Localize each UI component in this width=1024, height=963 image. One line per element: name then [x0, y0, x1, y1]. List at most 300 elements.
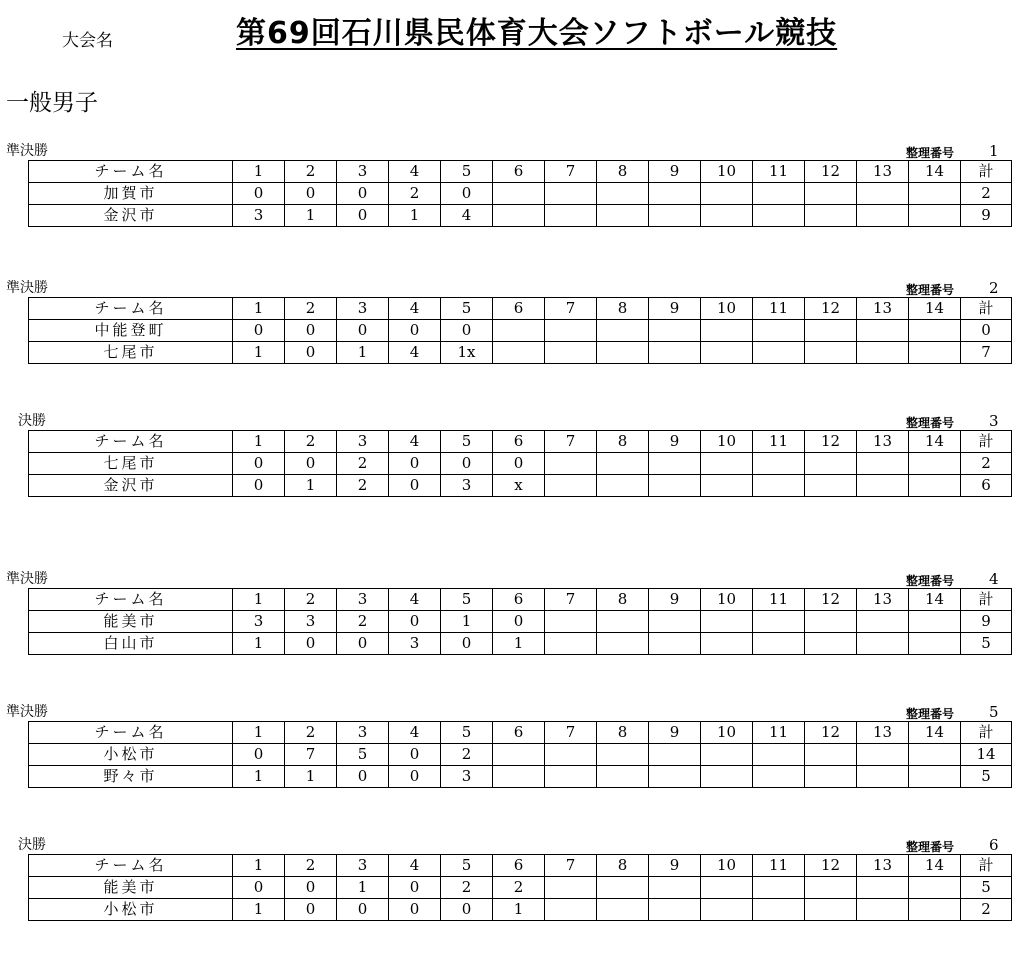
inning-score-cell: [909, 320, 961, 342]
total-score-cell: 6: [961, 475, 1012, 497]
inning-score-cell: [857, 475, 909, 497]
table-row: [29, 877, 1012, 899]
inning-header: 9: [649, 431, 701, 453]
inning-header: 1: [233, 431, 285, 453]
inning-score-cell: 5: [337, 744, 389, 766]
inning-score-cell: [545, 205, 597, 227]
inning-header: 1: [233, 161, 285, 183]
scoreboard-table: [28, 588, 1012, 655]
inning-header: 7: [545, 431, 597, 453]
inning-header: 14: [909, 298, 961, 320]
inning-score-cell: [805, 766, 857, 788]
inning-score-cell: [649, 183, 701, 205]
inning-score-cell: [857, 766, 909, 788]
inning-header: 5: [441, 161, 493, 183]
round-label: 準決勝: [6, 704, 48, 720]
inning-header: 2: [285, 431, 337, 453]
meet-name-label: 大会名: [62, 31, 113, 51]
inning-header: 10: [701, 298, 753, 320]
inning-score-cell: [753, 320, 805, 342]
inning-score-cell: [909, 744, 961, 766]
inning-score-cell: 1: [233, 766, 285, 788]
inning-score-cell: [857, 320, 909, 342]
inning-score-cell: [597, 877, 649, 899]
inning-score-cell: 2: [337, 611, 389, 633]
inning-score-cell: 0: [285, 342, 337, 364]
inning-header: 13: [857, 298, 909, 320]
inning-score-cell: 2: [493, 877, 545, 899]
inning-score-cell: x: [493, 475, 545, 497]
inning-score-cell: 0: [441, 633, 493, 655]
inning-score-cell: [753, 453, 805, 475]
inning-score-cell: [493, 320, 545, 342]
inning-score-cell: [805, 744, 857, 766]
table-row: [29, 320, 1012, 342]
inning-score-cell: [597, 766, 649, 788]
inning-score-cell: [805, 611, 857, 633]
inning-score-cell: [805, 453, 857, 475]
inning-header: 13: [857, 855, 909, 877]
total-score-cell: 5: [961, 633, 1012, 655]
inning-score-cell: 1: [233, 342, 285, 364]
inning-score-cell: [753, 611, 805, 633]
inning-header: 14: [909, 589, 961, 611]
inning-header: 12: [805, 589, 857, 611]
inning-score-cell: [545, 320, 597, 342]
inning-header: 8: [597, 161, 649, 183]
seq-number-label: 整理番号: [906, 283, 955, 297]
inning-score-cell: 3: [441, 766, 493, 788]
total-header: 計: [961, 855, 1012, 877]
header-row: [29, 298, 1012, 320]
total-score-cell: 2: [961, 453, 1012, 475]
inning-header: 8: [597, 722, 649, 744]
total-header: 計: [961, 722, 1012, 744]
team-name-header: チーム名: [29, 722, 233, 744]
game-block: [0, 140, 1024, 224]
inning-header: 9: [649, 589, 701, 611]
inning-score-cell: 0: [441, 320, 493, 342]
inning-header: 10: [701, 431, 753, 453]
seq-number-label: 整理番号: [906, 146, 955, 160]
team-name-cell: 加賀市: [29, 183, 233, 205]
seq-number: 3: [989, 412, 999, 430]
inning-score-cell: 1: [233, 633, 285, 655]
inning-score-cell: [545, 183, 597, 205]
scoreboard-table: [28, 160, 1012, 227]
inning-score-cell: 0: [285, 633, 337, 655]
inning-header: 4: [389, 298, 441, 320]
inning-score-cell: 0: [389, 611, 441, 633]
inning-header: 12: [805, 855, 857, 877]
round-label: 準決勝: [6, 571, 48, 587]
inning-score-cell: [701, 183, 753, 205]
inning-header: 5: [441, 722, 493, 744]
total-header: 計: [961, 431, 1012, 453]
inning-score-cell: 1: [493, 899, 545, 921]
game-block: [0, 701, 1024, 785]
inning-score-cell: [597, 899, 649, 921]
inning-score-cell: [545, 342, 597, 364]
inning-header: 12: [805, 722, 857, 744]
round-label: 決勝: [18, 413, 46, 429]
inning-score-cell: [805, 475, 857, 497]
inning-score-cell: [909, 205, 961, 227]
inning-score-cell: [649, 633, 701, 655]
inning-score-cell: [857, 453, 909, 475]
inning-score-cell: [701, 899, 753, 921]
inning-header: 2: [285, 589, 337, 611]
inning-score-cell: 0: [285, 183, 337, 205]
inning-header: 12: [805, 298, 857, 320]
inning-header: 3: [337, 431, 389, 453]
header-row: [29, 589, 1012, 611]
inning-score-cell: 0: [233, 453, 285, 475]
inning-header: 7: [545, 855, 597, 877]
inning-score-cell: 1x: [441, 342, 493, 364]
scoreboard-table: [28, 721, 1012, 788]
inning-score-cell: 0: [389, 877, 441, 899]
inning-header: 1: [233, 298, 285, 320]
team-name-cell: 小松市: [29, 899, 233, 921]
inning-score-cell: [649, 320, 701, 342]
inning-score-cell: [701, 766, 753, 788]
inning-header: 2: [285, 855, 337, 877]
seq-number-label: 整理番号: [906, 574, 955, 588]
inning-score-cell: 0: [285, 899, 337, 921]
table-row: [29, 453, 1012, 475]
team-name-cell: 七尾市: [29, 453, 233, 475]
inning-score-cell: 2: [389, 183, 441, 205]
total-score-cell: 9: [961, 205, 1012, 227]
inning-header: 6: [493, 855, 545, 877]
inning-score-cell: 1: [337, 342, 389, 364]
round-label: 準決勝: [6, 143, 48, 159]
total-score-cell: 2: [961, 183, 1012, 205]
inning-header: 11: [753, 298, 805, 320]
inning-header: 5: [441, 589, 493, 611]
team-name-cell: 能美市: [29, 877, 233, 899]
table-row: [29, 183, 1012, 205]
inning-score-cell: 4: [389, 342, 441, 364]
inning-score-cell: [545, 744, 597, 766]
inning-score-cell: [805, 877, 857, 899]
inning-score-cell: 2: [337, 475, 389, 497]
inning-score-cell: [805, 183, 857, 205]
inning-header: 10: [701, 722, 753, 744]
inning-score-cell: [857, 899, 909, 921]
inning-score-cell: [545, 877, 597, 899]
inning-score-cell: [805, 205, 857, 227]
team-name-header: チーム名: [29, 589, 233, 611]
inning-score-cell: 0: [233, 183, 285, 205]
inning-header: 4: [389, 855, 441, 877]
inning-score-cell: [909, 633, 961, 655]
inning-header: 1: [233, 722, 285, 744]
header-row: [29, 722, 1012, 744]
total-score-cell: 2: [961, 899, 1012, 921]
inning-score-cell: [909, 899, 961, 921]
inning-score-cell: [753, 877, 805, 899]
inning-header: 8: [597, 589, 649, 611]
table-row: [29, 205, 1012, 227]
inning-header: 5: [441, 855, 493, 877]
inning-score-cell: 3: [389, 633, 441, 655]
team-name-cell: 白山市: [29, 633, 233, 655]
inning-score-cell: [597, 475, 649, 497]
inning-header: 9: [649, 855, 701, 877]
inning-score-cell: 0: [337, 320, 389, 342]
inning-score-cell: [753, 205, 805, 227]
team-name-cell: 金沢市: [29, 205, 233, 227]
inning-score-cell: [493, 744, 545, 766]
inning-score-cell: 0: [285, 320, 337, 342]
inning-score-cell: 0: [337, 633, 389, 655]
seq-number-label: 整理番号: [906, 840, 955, 854]
inning-score-cell: [909, 766, 961, 788]
inning-header: 13: [857, 722, 909, 744]
total-score-cell: 5: [961, 877, 1012, 899]
inning-score-cell: [545, 899, 597, 921]
inning-header: 3: [337, 855, 389, 877]
inning-header: 13: [857, 431, 909, 453]
inning-score-cell: [909, 342, 961, 364]
inning-score-cell: [493, 183, 545, 205]
seq-number: 4: [989, 570, 999, 588]
team-name-cell: 中能登町: [29, 320, 233, 342]
inning-header: 4: [389, 589, 441, 611]
inning-score-cell: 3: [233, 611, 285, 633]
table-row: [29, 744, 1012, 766]
inning-score-cell: [597, 205, 649, 227]
inning-score-cell: [701, 475, 753, 497]
inning-score-cell: [493, 766, 545, 788]
inning-score-cell: 1: [337, 877, 389, 899]
inning-score-cell: [753, 633, 805, 655]
inning-score-cell: [545, 766, 597, 788]
inning-score-cell: [701, 342, 753, 364]
inning-score-cell: [701, 320, 753, 342]
inning-header: 14: [909, 722, 961, 744]
seq-number: 1: [989, 142, 999, 160]
game-block: [0, 410, 1024, 494]
inning-header: 7: [545, 722, 597, 744]
inning-score-cell: 0: [233, 320, 285, 342]
inning-header: 7: [545, 589, 597, 611]
inning-score-cell: 2: [441, 744, 493, 766]
inning-header: 14: [909, 431, 961, 453]
inning-score-cell: [545, 611, 597, 633]
inning-score-cell: [857, 877, 909, 899]
inning-header: 10: [701, 589, 753, 611]
seq-number: 6: [989, 836, 999, 854]
inning-score-cell: 1: [285, 205, 337, 227]
inning-score-cell: 2: [337, 453, 389, 475]
inning-score-cell: 0: [441, 183, 493, 205]
table-row: [29, 766, 1012, 788]
inning-score-cell: 0: [441, 453, 493, 475]
inning-score-cell: 0: [285, 877, 337, 899]
inning-header: 10: [701, 161, 753, 183]
inning-score-cell: [753, 744, 805, 766]
inning-header: 6: [493, 431, 545, 453]
inning-header: 4: [389, 431, 441, 453]
inning-score-cell: [545, 453, 597, 475]
inning-score-cell: [649, 205, 701, 227]
total-score-cell: 0: [961, 320, 1012, 342]
inning-score-cell: 1: [233, 899, 285, 921]
inning-header: 9: [649, 161, 701, 183]
total-score-cell: 7: [961, 342, 1012, 364]
total-header: 計: [961, 161, 1012, 183]
table-row: [29, 342, 1012, 364]
inning-score-cell: 0: [233, 877, 285, 899]
header-row: [29, 431, 1012, 453]
inning-score-cell: [649, 475, 701, 497]
team-name-header: チーム名: [29, 161, 233, 183]
inning-score-cell: 0: [389, 766, 441, 788]
inning-score-cell: 3: [441, 475, 493, 497]
inning-score-cell: [545, 633, 597, 655]
inning-header: 3: [337, 589, 389, 611]
inning-header: 11: [753, 722, 805, 744]
division-title: 一般男子: [6, 90, 98, 116]
team-name-header: チーム名: [29, 298, 233, 320]
inning-header: 9: [649, 722, 701, 744]
inning-score-cell: [597, 342, 649, 364]
inning-score-cell: [857, 611, 909, 633]
header-row: [29, 855, 1012, 877]
inning-score-cell: 0: [493, 453, 545, 475]
inning-score-cell: [649, 899, 701, 921]
inning-score-cell: [805, 320, 857, 342]
inning-score-cell: [649, 342, 701, 364]
inning-header: 4: [389, 161, 441, 183]
inning-score-cell: [857, 633, 909, 655]
inning-score-cell: [805, 342, 857, 364]
inning-score-cell: [857, 744, 909, 766]
inning-score-cell: 1: [493, 633, 545, 655]
inning-score-cell: [909, 475, 961, 497]
inning-score-cell: [701, 744, 753, 766]
inning-header: 2: [285, 722, 337, 744]
team-name-cell: 野々市: [29, 766, 233, 788]
inning-score-cell: 0: [389, 744, 441, 766]
round-label: 準決勝: [6, 280, 48, 296]
meet-title: 第69回石川県民体育大会ソフトボール競技: [236, 16, 838, 51]
inning-header: 8: [597, 298, 649, 320]
inning-header: 8: [597, 431, 649, 453]
inning-score-cell: [597, 183, 649, 205]
seq-number-label: 整理番号: [906, 416, 955, 430]
inning-header: 7: [545, 298, 597, 320]
inning-score-cell: [649, 453, 701, 475]
inning-score-cell: [701, 611, 753, 633]
inning-score-cell: 0: [337, 205, 389, 227]
seq-number-label: 整理番号: [906, 707, 955, 721]
inning-header: 2: [285, 298, 337, 320]
header-row: [29, 161, 1012, 183]
team-name-header: チーム名: [29, 431, 233, 453]
inning-header: 6: [493, 722, 545, 744]
inning-score-cell: [909, 453, 961, 475]
inning-score-cell: 3: [233, 205, 285, 227]
inning-header: 5: [441, 298, 493, 320]
inning-header: 13: [857, 161, 909, 183]
inning-score-cell: 0: [389, 453, 441, 475]
inning-score-cell: 0: [493, 611, 545, 633]
inning-score-cell: [493, 205, 545, 227]
inning-header: 3: [337, 161, 389, 183]
team-name-cell: 金沢市: [29, 475, 233, 497]
inning-score-cell: 1: [285, 766, 337, 788]
inning-header: 10: [701, 855, 753, 877]
inning-header: 3: [337, 722, 389, 744]
inning-header: 5: [441, 431, 493, 453]
inning-score-cell: 0: [441, 899, 493, 921]
inning-score-cell: 0: [233, 744, 285, 766]
inning-score-cell: 0: [389, 475, 441, 497]
inning-score-cell: 2: [441, 877, 493, 899]
scoreboard-table: [28, 297, 1012, 364]
total-header: 計: [961, 298, 1012, 320]
inning-header: 3: [337, 298, 389, 320]
team-name-cell: 能美市: [29, 611, 233, 633]
game-block: [0, 277, 1024, 361]
inning-header: 6: [493, 589, 545, 611]
inning-score-cell: 0: [337, 766, 389, 788]
inning-score-cell: [597, 453, 649, 475]
inning-header: 12: [805, 431, 857, 453]
table-row: [29, 475, 1012, 497]
inning-score-cell: 0: [337, 183, 389, 205]
inning-score-cell: [753, 183, 805, 205]
seq-number: 5: [989, 703, 999, 721]
game-block: [0, 834, 1024, 918]
inning-score-cell: [545, 475, 597, 497]
total-score-cell: 14: [961, 744, 1012, 766]
scoreboard-table: [28, 430, 1012, 497]
inning-header: 2: [285, 161, 337, 183]
inning-score-cell: 0: [389, 320, 441, 342]
inning-score-cell: [805, 633, 857, 655]
round-label: 決勝: [18, 837, 46, 853]
inning-score-cell: [909, 611, 961, 633]
team-name-header: チーム名: [29, 855, 233, 877]
table-row: [29, 611, 1012, 633]
total-score-cell: 5: [961, 766, 1012, 788]
inning-header: 4: [389, 722, 441, 744]
inning-header: 13: [857, 589, 909, 611]
inning-score-cell: [753, 342, 805, 364]
inning-score-cell: [701, 205, 753, 227]
inning-header: 11: [753, 431, 805, 453]
inning-header: 7: [545, 161, 597, 183]
inning-score-cell: [649, 877, 701, 899]
table-row: [29, 633, 1012, 655]
inning-header: 12: [805, 161, 857, 183]
inning-score-cell: 1: [389, 205, 441, 227]
inning-score-cell: [857, 342, 909, 364]
inning-score-cell: 0: [285, 453, 337, 475]
inning-score-cell: 1: [285, 475, 337, 497]
inning-score-cell: [753, 766, 805, 788]
inning-header: 11: [753, 589, 805, 611]
inning-score-cell: 0: [337, 899, 389, 921]
inning-header: 9: [649, 298, 701, 320]
inning-score-cell: [597, 744, 649, 766]
inning-score-cell: [649, 744, 701, 766]
